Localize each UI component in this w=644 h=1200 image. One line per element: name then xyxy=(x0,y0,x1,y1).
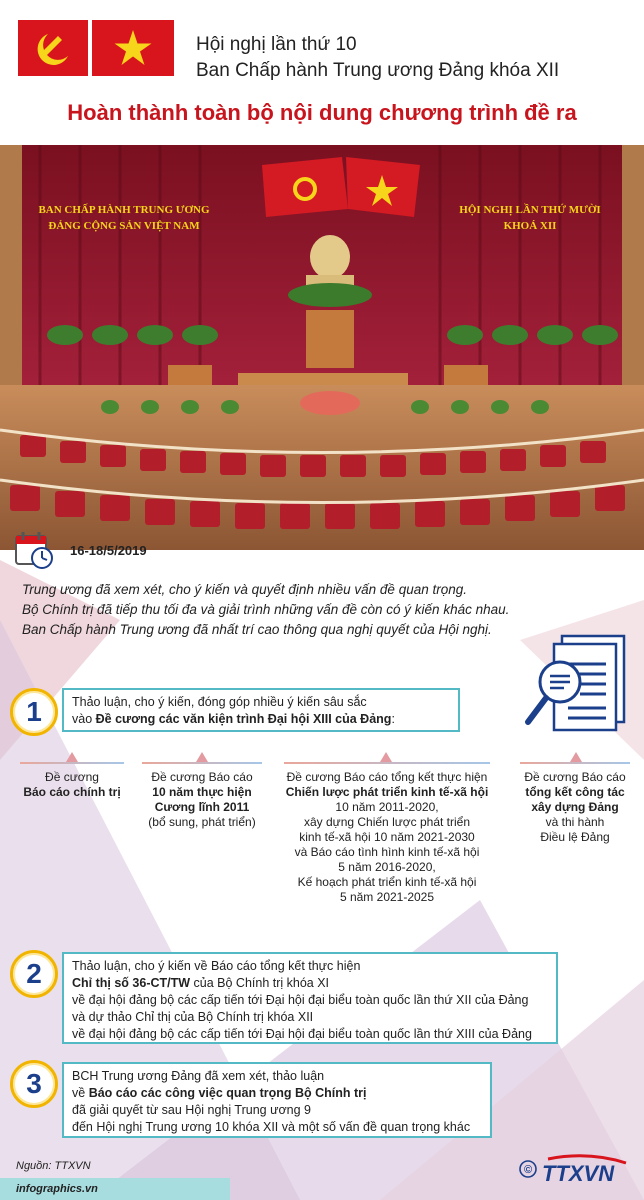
sub-col-1-marker-icon xyxy=(66,752,78,762)
banner-left-1: BAN CHẤP HÀNH TRUNG ƯƠNG xyxy=(38,204,210,216)
header-line-2: Ban Chấp hành Trung ương Đảng khóa XII xyxy=(196,60,560,81)
item-3-line-4: đến Hội nghị Trung ương 10 khóa XII và một số vấn đề quan trọng khác xyxy=(72,1120,471,1134)
sub-col-4-divider xyxy=(520,762,630,764)
sub-item-4: Đề cương Báo cáo tổng kết công tác xây dựng Đảng và thi hành Điều lệ Đảng xyxy=(524,770,626,844)
sub-item-2: Đề cương Báo cáo 10 năm thực hiện Cương lĩnh 2011 (bổ sung, phát triển) xyxy=(148,770,256,829)
sub-col-2-divider xyxy=(142,762,262,764)
item-2-line-3: về đại hội đảng bộ các cấp tiến tới Đại hội đại biểu toàn quốc lần thứ XII của Đảng xyxy=(72,993,529,1007)
item-2-emphasis: Chỉ thị số 36-CT/TW xyxy=(72,976,191,990)
banner-left-2: ĐẢNG CỘNG SẢN VIỆT NAM xyxy=(48,220,200,232)
item-1-box xyxy=(62,688,460,732)
item-1-line-1: Thảo luận, cho ý kiến, đóng góp nhiều ý kiến sâu sắc xyxy=(72,695,367,709)
ttxvn-logo-text: TTXVN xyxy=(542,1161,615,1186)
item-2-line-2: Chỉ thị số 36-CT/TW của Bộ Chính trị khóa XI xyxy=(72,976,330,990)
item-1-line-2: vào Đề cương các văn kiện trình Đại hội XIII của Đảng: xyxy=(72,712,395,726)
meeting-date: 16-18/5/2019 xyxy=(70,543,147,558)
intro-line-1: Trung ương đã xem xét, cho ý kiến và quyết định nhiều vấn đề quan trọng. xyxy=(22,582,467,597)
ttxvn-logo xyxy=(518,1153,630,1189)
item-2-line-5: về đại hội đảng bộ các cấp tiến tới Đại hội đại biểu toàn quốc lần thứ XIII của Đảng xyxy=(72,1027,532,1041)
banner-right-1: HỘI NGHỊ LẦN THỨ MƯỜI xyxy=(459,204,601,216)
site-link[interactable]: infographics.vn xyxy=(0,1178,230,1200)
conference-photo xyxy=(0,145,644,550)
sub-col-2-marker-icon xyxy=(196,752,208,762)
sub-col-4-marker-icon xyxy=(570,752,582,762)
date-row xyxy=(14,530,147,572)
sub-item-1: Đề cương Báo cáo chính trị xyxy=(23,770,121,799)
document-magnifier-icon xyxy=(520,630,630,740)
item-3-line-3: đã giải quyết từ sau Hội nghị Trung ương 9 xyxy=(72,1103,311,1117)
item-3-emphasis: Báo cáo các công việc quan trọng Bộ Chính trị xyxy=(88,1086,367,1100)
sub-col-3-divider xyxy=(284,762,490,764)
item-2-line-1: Thảo luận, cho ý kiến về Báo cáo tổng kết thực hiện xyxy=(72,959,361,973)
intro-line-2: Bộ Chính trị đã tiếp thu tối đa và giải trình những vấn đề còn có ý kiến khác nhau. xyxy=(22,602,510,617)
item-1-number: 1 xyxy=(10,688,58,736)
sub-item-3: Đề cương Báo cáo tổng kết thực hiện Chiến lược phát triển kinh tế-xã hội 10 năm 2011-2020, xây dựng Chiến lược phát triển kinh tế-xã hội 10 năm 2021-2030 và Báo cáo tình hình kinh tế-xã hội 5 năm 2016-2020, Kế hoạch phát triển kinh tế-xã hội 5 năm 2021-2025 xyxy=(285,770,489,904)
item-2-box xyxy=(62,952,558,1044)
item-2-number: 2 xyxy=(10,950,58,998)
calendar-icon xyxy=(14,530,54,570)
vietnam-flag-icon xyxy=(92,20,174,76)
intro-line-3: Ban Chấp hành Trung ương đã nhất trí cao thông qua nghị quyết của Hội nghị. xyxy=(22,622,492,637)
banner-right-2: KHOÁ XII xyxy=(503,220,557,232)
copyright-symbol: © xyxy=(523,1164,533,1176)
party-flag-icon xyxy=(18,20,88,76)
item-3-number: 3 xyxy=(10,1060,58,1108)
item-2-line-4: và dự thảo Chỉ thị của Bộ Chính trị khóa XII xyxy=(72,1010,314,1024)
sub-col-1-divider xyxy=(20,762,124,764)
header xyxy=(0,0,644,145)
header-line-1: Hội nghị lần thứ 10 xyxy=(196,34,357,55)
item-3-line-1: BCH Trung ương Đảng đã xem xét, thảo luận xyxy=(72,1069,325,1083)
item-1-emphasis: Đề cương các văn kiện trình Đại hội XIII của Đảng xyxy=(95,712,392,726)
sub-col-3-marker-icon xyxy=(380,752,392,762)
item-3-line-2: về Báo cáo các công việc quan trọng Bộ Chính trị xyxy=(72,1086,367,1100)
source-note: Nguồn: TTXVN xyxy=(16,1160,91,1172)
page-title: Hoàn thành toàn bộ nội dung chương trình đề ra xyxy=(67,100,577,125)
item-3-box xyxy=(62,1062,492,1138)
intro-text xyxy=(22,580,509,640)
